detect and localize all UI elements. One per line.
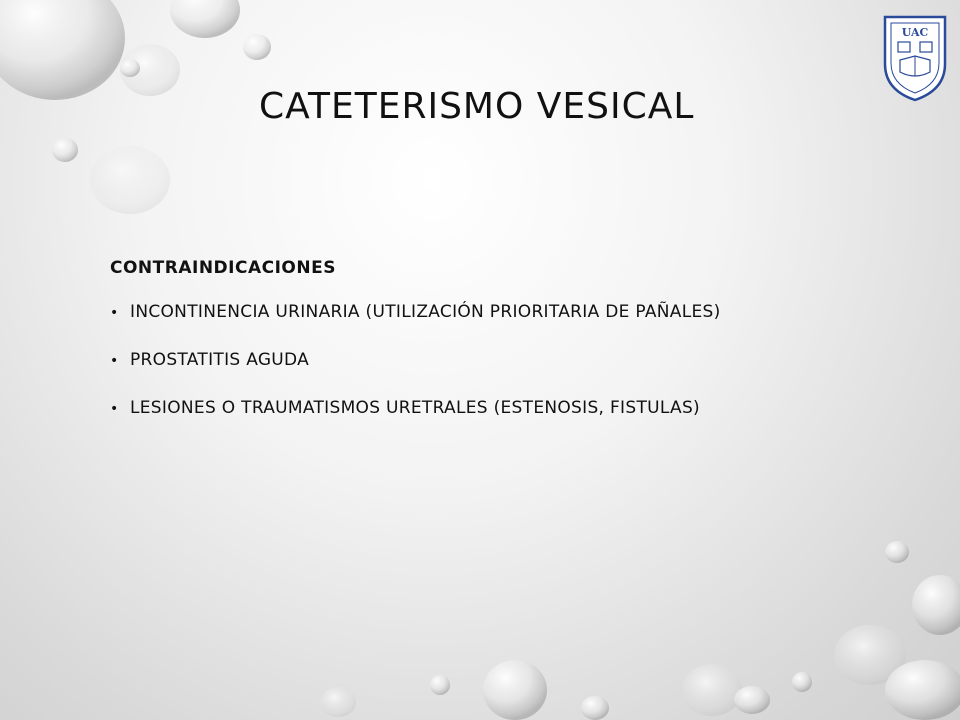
droplet [912,575,960,635]
list-item [110,398,910,418]
uac-logo [880,12,950,102]
logo-acronym: UAC [901,26,929,39]
list-item-text: INCONTINENCIA URINARIA (UTILIZACIÓN PRIORITARIA DE PAÑALES) [130,302,721,322]
droplet [320,687,356,717]
list-item-text: LESIONES O TRAUMATISMOS URETRALES (ESTENOSIS, FISTULAS) [130,398,700,418]
slide-title: CATETERISMO VESICAL [259,86,695,127]
section-heading: CONTRAINDICACIONES [110,258,336,278]
droplet [170,0,240,38]
list-item [110,302,910,322]
droplet [483,660,547,720]
droplet [90,146,170,214]
droplet [0,0,125,100]
droplet [430,675,450,695]
droplet [581,696,609,720]
droplet [52,138,78,162]
bullet-icon: • [110,353,119,369]
droplet [682,664,742,716]
bullet-icon: • [110,401,119,417]
droplet [885,541,909,563]
list-item [110,350,910,370]
bullet-icon: • [110,305,119,321]
droplet [243,34,271,60]
contraindications-list [110,302,910,418]
droplet [734,686,770,714]
list-item-text: PROSTATITIS AGUDA [130,350,310,370]
droplet [792,672,812,692]
droplet [120,59,140,77]
slide-body [110,258,910,446]
